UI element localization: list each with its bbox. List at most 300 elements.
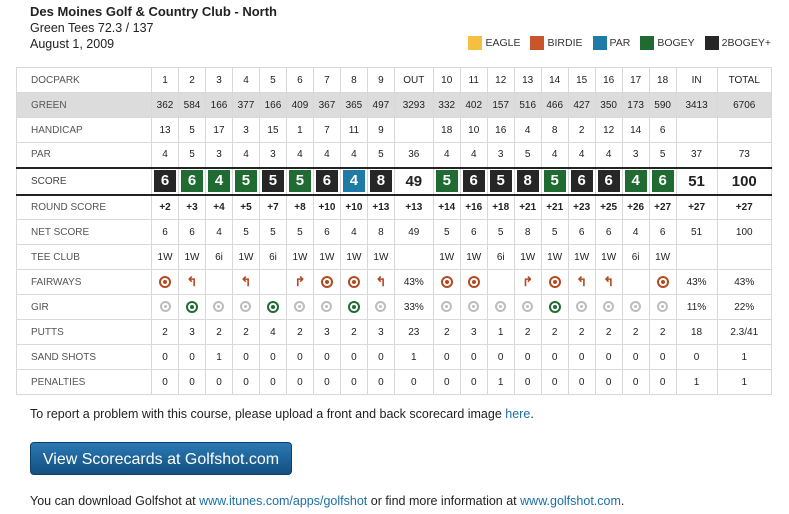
round-cell: +23 bbox=[568, 195, 595, 220]
green-cell: 409 bbox=[286, 93, 313, 118]
report-text: To report a problem with this course, please upload a front and back scorecard image bbox=[30, 407, 502, 421]
round-cell: +25 bbox=[595, 195, 622, 220]
sand-cell: 1 bbox=[717, 345, 771, 370]
gir-cell bbox=[313, 295, 340, 320]
gir-cell bbox=[487, 295, 514, 320]
tee-cell: 1W bbox=[514, 245, 541, 270]
tee-cell: 6i bbox=[206, 245, 233, 270]
hole-header: 8 bbox=[340, 68, 367, 93]
round-cell: +13 bbox=[367, 195, 394, 220]
score-cell bbox=[206, 168, 233, 195]
penalties-cell: 0 bbox=[259, 370, 286, 395]
net-cell: 8 bbox=[514, 220, 541, 245]
net-cell: 5 bbox=[433, 220, 460, 245]
gir-cell bbox=[649, 295, 676, 320]
score-cell: 51 bbox=[676, 168, 717, 195]
hole-score: 5 bbox=[262, 170, 284, 192]
fairway-hit-icon bbox=[321, 276, 333, 288]
sand-cell: 0 bbox=[259, 345, 286, 370]
green-cell: 367 bbox=[313, 93, 340, 118]
penalties-cell: 0 bbox=[622, 370, 649, 395]
gir-cell: 33% bbox=[394, 295, 433, 320]
gir-miss-icon bbox=[294, 301, 305, 312]
gir-miss-icon bbox=[657, 301, 668, 312]
penalties-cell: 1 bbox=[717, 370, 771, 395]
hole-header: 5 bbox=[259, 68, 286, 93]
legend-swatch-eagle bbox=[468, 36, 482, 50]
par-cell: 4 bbox=[340, 143, 367, 168]
hole-header: 15 bbox=[568, 68, 595, 93]
score-cell: 100 bbox=[717, 168, 771, 195]
round-cell: +4 bbox=[206, 195, 233, 220]
fairway-miss-left-icon: ↰ bbox=[603, 274, 615, 289]
gir-cell bbox=[340, 295, 367, 320]
par-label: PAR bbox=[17, 143, 152, 168]
fairways-cell bbox=[433, 270, 460, 295]
hole-score: 5 bbox=[289, 170, 311, 192]
hole-score: 8 bbox=[517, 170, 539, 192]
hole-header: OUT bbox=[394, 68, 433, 93]
gir-miss-icon bbox=[630, 301, 641, 312]
net-cell: 6 bbox=[460, 220, 487, 245]
par-cell: 4 bbox=[313, 143, 340, 168]
legend-swatch-bogey bbox=[640, 36, 654, 50]
putts-cell: 2 bbox=[649, 320, 676, 345]
sand-cell: 0 bbox=[622, 345, 649, 370]
score-cell bbox=[286, 168, 313, 195]
gir-cell bbox=[152, 295, 179, 320]
fairway-miss-left-icon: ↰ bbox=[186, 274, 198, 289]
fairways-cell: 43% bbox=[394, 270, 433, 295]
sand-cell: 0 bbox=[676, 345, 717, 370]
handicap-cell: 9 bbox=[367, 118, 394, 143]
putts-cell: 2 bbox=[152, 320, 179, 345]
legend-label: BIRDIE bbox=[547, 37, 583, 49]
putts-cell: 3 bbox=[367, 320, 394, 345]
green-cell: 3413 bbox=[676, 93, 717, 118]
fairways-cell bbox=[152, 270, 179, 295]
fairway-miss-left-icon: ↰ bbox=[240, 274, 252, 289]
par-cell: 4 bbox=[595, 143, 622, 168]
handicap-cell: 10 bbox=[460, 118, 487, 143]
gir-miss-icon bbox=[321, 301, 332, 312]
handicap-label: HANDICAP bbox=[17, 118, 152, 143]
putts-cell: 18 bbox=[676, 320, 717, 345]
gir-cell bbox=[595, 295, 622, 320]
tee-cell bbox=[676, 245, 717, 270]
handicap-cell bbox=[394, 118, 433, 143]
green-cell: 516 bbox=[514, 93, 541, 118]
fairways-cell bbox=[232, 270, 259, 295]
par-cell: 37 bbox=[676, 143, 717, 168]
gir-cell bbox=[286, 295, 313, 320]
putts-row bbox=[17, 320, 772, 345]
par-cell: 4 bbox=[232, 143, 259, 168]
gir-cell: 11% bbox=[676, 295, 717, 320]
round-cell: +21 bbox=[541, 195, 568, 220]
round-cell: +26 bbox=[622, 195, 649, 220]
gir-cell bbox=[433, 295, 460, 320]
net-cell: 4 bbox=[622, 220, 649, 245]
hole-header: 6 bbox=[286, 68, 313, 93]
green-cell: 590 bbox=[649, 93, 676, 118]
tee-cell: 1W bbox=[286, 245, 313, 270]
holes-header-row bbox=[17, 68, 772, 93]
gir-miss-icon bbox=[375, 301, 386, 312]
legend-swatch-birdie bbox=[530, 36, 544, 50]
round-cell: +27 bbox=[649, 195, 676, 220]
sand-cell: 0 bbox=[232, 345, 259, 370]
hole-score: 4 bbox=[343, 170, 365, 192]
putts-cell: 2 bbox=[595, 320, 622, 345]
hole-score: 5 bbox=[544, 170, 566, 192]
gir-cell bbox=[514, 295, 541, 320]
round-cell: +5 bbox=[232, 195, 259, 220]
fairways-cell: 43% bbox=[717, 270, 771, 295]
par-cell: 3 bbox=[622, 143, 649, 168]
sand-cell: 0 bbox=[286, 345, 313, 370]
handicap-cell: 1 bbox=[286, 118, 313, 143]
penalties-cell: 0 bbox=[514, 370, 541, 395]
legend-label: EAGLE bbox=[485, 37, 521, 49]
net-cell: 5 bbox=[541, 220, 568, 245]
sand-cell: 0 bbox=[514, 345, 541, 370]
hole-header: 12 bbox=[487, 68, 514, 93]
gir-miss-icon bbox=[522, 301, 533, 312]
score-cell bbox=[313, 168, 340, 195]
tee-label: TEE CLUB bbox=[17, 245, 152, 270]
par-cell: 4 bbox=[541, 143, 568, 168]
legend-label: PAR bbox=[609, 37, 631, 49]
fairway-miss-right-icon: ↱ bbox=[522, 274, 534, 289]
hole-header: TOTAL bbox=[717, 68, 771, 93]
gir-miss-icon bbox=[160, 301, 171, 312]
par-cell: 5 bbox=[649, 143, 676, 168]
par-cell: 5 bbox=[367, 143, 394, 168]
net-cell: 4 bbox=[340, 220, 367, 245]
tee-cell bbox=[394, 245, 433, 270]
sand-cell: 0 bbox=[313, 345, 340, 370]
hole-score: 5 bbox=[490, 170, 512, 192]
download-info-text bbox=[30, 494, 624, 508]
net-cell: 4 bbox=[206, 220, 233, 245]
round-cell: +27 bbox=[717, 195, 771, 220]
par-cell: 3 bbox=[206, 143, 233, 168]
penalties-cell: 0 bbox=[206, 370, 233, 395]
penalties-cell: 0 bbox=[595, 370, 622, 395]
report-problem-text bbox=[30, 407, 534, 421]
net-cell: 6 bbox=[313, 220, 340, 245]
handicap-cell: 17 bbox=[206, 118, 233, 143]
net-cell: 5 bbox=[259, 220, 286, 245]
penalties-cell: 0 bbox=[367, 370, 394, 395]
penalties-cell: 0 bbox=[541, 370, 568, 395]
tee-cell: 1W bbox=[367, 245, 394, 270]
fairways-cell bbox=[460, 270, 487, 295]
putts-cell: 2.3/41 bbox=[717, 320, 771, 345]
par-cell: 4 bbox=[433, 143, 460, 168]
putts-cell: 2 bbox=[541, 320, 568, 345]
par-cell: 36 bbox=[394, 143, 433, 168]
tee-cell: 1W bbox=[649, 245, 676, 270]
handicap-cell: 16 bbox=[487, 118, 514, 143]
handicap-cell: 6 bbox=[649, 118, 676, 143]
par-cell: 4 bbox=[286, 143, 313, 168]
sand-cell: 0 bbox=[541, 345, 568, 370]
score-cell bbox=[487, 168, 514, 195]
tee-cell: 1W bbox=[313, 245, 340, 270]
download-text: You can download Golfshot at bbox=[30, 494, 196, 508]
putts-cell: 2 bbox=[622, 320, 649, 345]
fairways-cell bbox=[649, 270, 676, 295]
putts-label: PUTTS bbox=[17, 320, 152, 345]
gir-cell: 22% bbox=[717, 295, 771, 320]
putts-cell: 2 bbox=[514, 320, 541, 345]
putts-cell: 4 bbox=[259, 320, 286, 345]
fairways-cell bbox=[340, 270, 367, 295]
green-cell: 427 bbox=[568, 93, 595, 118]
fairways-label: FAIRWAYS bbox=[17, 270, 152, 295]
handicap-cell: 11 bbox=[340, 118, 367, 143]
round-row bbox=[17, 195, 772, 220]
round-date: August 1, 2009 bbox=[30, 37, 115, 51]
handicap-cell: 14 bbox=[622, 118, 649, 143]
tee-cell: 1W bbox=[179, 245, 206, 270]
handicap-cell: 5 bbox=[179, 118, 206, 143]
fairways-cell bbox=[286, 270, 313, 295]
net-cell: 5 bbox=[232, 220, 259, 245]
hole-header: 7 bbox=[313, 68, 340, 93]
fairways-cell bbox=[595, 270, 622, 295]
net-cell: 5 bbox=[487, 220, 514, 245]
score-cell bbox=[595, 168, 622, 195]
tee-cell: 1W bbox=[568, 245, 595, 270]
gir-row bbox=[17, 295, 772, 320]
handicap-cell: 18 bbox=[433, 118, 460, 143]
fairway-hit-icon bbox=[549, 276, 561, 288]
itunes-link[interactable]: www.itunes.com/apps/golfshot bbox=[199, 494, 368, 508]
gir-cell bbox=[622, 295, 649, 320]
fairways-cell bbox=[622, 270, 649, 295]
score-label: SCORE bbox=[17, 168, 152, 195]
scorecard-header bbox=[30, 4, 277, 51]
net-cell: 51 bbox=[676, 220, 717, 245]
score-cell bbox=[259, 168, 286, 195]
round-cell: +16 bbox=[460, 195, 487, 220]
round-cell: +8 bbox=[286, 195, 313, 220]
sand-cell: 0 bbox=[649, 345, 676, 370]
fairways-cell bbox=[487, 270, 514, 295]
tee-row bbox=[17, 245, 772, 270]
green-cell: 377 bbox=[232, 93, 259, 118]
fairway-miss-right-icon: ↱ bbox=[294, 274, 306, 289]
penalties-cell: 0 bbox=[313, 370, 340, 395]
gir-cell bbox=[259, 295, 286, 320]
hole-header: 14 bbox=[541, 68, 568, 93]
round-cell: +2 bbox=[152, 195, 179, 220]
fairways-cell bbox=[313, 270, 340, 295]
report-here-link[interactable]: here bbox=[505, 407, 531, 421]
view-scorecards-button[interactable]: View Scorecards at Golfshot.com bbox=[30, 442, 292, 475]
gir-cell bbox=[206, 295, 233, 320]
hole-score: 6 bbox=[598, 170, 620, 192]
gir-label: GIR bbox=[17, 295, 152, 320]
green-cell: 6706 bbox=[717, 93, 771, 118]
hole-score: 8 bbox=[370, 170, 392, 192]
tee-cell bbox=[717, 245, 771, 270]
hole-score: 6 bbox=[463, 170, 485, 192]
hole-score: 6 bbox=[652, 170, 674, 192]
round-cell: +3 bbox=[179, 195, 206, 220]
net-cell: 5 bbox=[286, 220, 313, 245]
tee-cell: 1W bbox=[152, 245, 179, 270]
putts-cell: 3 bbox=[313, 320, 340, 345]
fairways-cell bbox=[367, 270, 394, 295]
score-cell bbox=[622, 168, 649, 195]
fairway-hit-icon bbox=[468, 276, 480, 288]
round-cell: +13 bbox=[394, 195, 433, 220]
net-cell: 6 bbox=[179, 220, 206, 245]
green-cell: 173 bbox=[622, 93, 649, 118]
fairways-cell bbox=[514, 270, 541, 295]
par-row bbox=[17, 143, 772, 168]
hole-header: 3 bbox=[206, 68, 233, 93]
green-label: GREEN bbox=[17, 93, 152, 118]
hole-header: 1 bbox=[152, 68, 179, 93]
hole-header: 13 bbox=[514, 68, 541, 93]
handicap-cell: 3 bbox=[232, 118, 259, 143]
gir-miss-icon bbox=[603, 301, 614, 312]
putts-cell: 2 bbox=[568, 320, 595, 345]
green-cell: 332 bbox=[433, 93, 460, 118]
green-cell: 166 bbox=[259, 93, 286, 118]
sand-cell: 1 bbox=[394, 345, 433, 370]
legend-label: 2BOGEY+ bbox=[721, 37, 771, 49]
tee-cell: 6i bbox=[487, 245, 514, 270]
hole-header: 17 bbox=[622, 68, 649, 93]
tee-cell: 1W bbox=[232, 245, 259, 270]
putts-cell: 2 bbox=[340, 320, 367, 345]
gir-cell bbox=[541, 295, 568, 320]
handicap-cell bbox=[676, 118, 717, 143]
green-cell: 466 bbox=[541, 93, 568, 118]
green-row bbox=[17, 93, 772, 118]
round-cell: +21 bbox=[514, 195, 541, 220]
golfshot-link[interactable]: www.golfshot.com bbox=[520, 494, 621, 508]
par-cell: 3 bbox=[487, 143, 514, 168]
score-cell bbox=[568, 168, 595, 195]
gir-hit-icon bbox=[186, 301, 198, 313]
green-cell: 365 bbox=[340, 93, 367, 118]
legend-item-bogey bbox=[640, 36, 694, 50]
legend-swatch-dbogey bbox=[705, 36, 719, 50]
sand-label: SAND SHOTS bbox=[17, 345, 152, 370]
hole-score: 5 bbox=[235, 170, 257, 192]
putts-cell: 2 bbox=[286, 320, 313, 345]
green-cell: 584 bbox=[179, 93, 206, 118]
gir-cell bbox=[232, 295, 259, 320]
hole-header: 18 bbox=[649, 68, 676, 93]
fairway-hit-icon bbox=[348, 276, 360, 288]
net-cell: 100 bbox=[717, 220, 771, 245]
putts-cell: 2 bbox=[433, 320, 460, 345]
hole-header: 11 bbox=[460, 68, 487, 93]
fairway-miss-left-icon: ↰ bbox=[576, 274, 588, 289]
penalties-cell: 1 bbox=[487, 370, 514, 395]
penalties-label: PENALTIES bbox=[17, 370, 152, 395]
par-cell: 73 bbox=[717, 143, 771, 168]
fairway-miss-left-icon: ↰ bbox=[375, 274, 387, 289]
gir-cell bbox=[568, 295, 595, 320]
net-cell: 6 bbox=[595, 220, 622, 245]
tee-cell: 1W bbox=[541, 245, 568, 270]
penalties-cell: 1 bbox=[676, 370, 717, 395]
round-label: ROUND SCORE bbox=[17, 195, 152, 220]
handicap-cell: 4 bbox=[514, 118, 541, 143]
tee-cell: 1W bbox=[433, 245, 460, 270]
hole-header: 10 bbox=[433, 68, 460, 93]
putts-cell: 3 bbox=[460, 320, 487, 345]
fairways-cell bbox=[259, 270, 286, 295]
penalties-row bbox=[17, 370, 772, 395]
putts-cell: 2 bbox=[206, 320, 233, 345]
hole-score: 6 bbox=[571, 170, 593, 192]
gir-hit-icon bbox=[348, 301, 360, 313]
hole-score: 6 bbox=[316, 170, 338, 192]
legend-item-birdie bbox=[530, 36, 582, 50]
penalties-cell: 0 bbox=[433, 370, 460, 395]
sand-cell: 0 bbox=[595, 345, 622, 370]
sand-cell: 0 bbox=[487, 345, 514, 370]
green-cell: 3293 bbox=[394, 93, 433, 118]
sand-cell: 0 bbox=[179, 345, 206, 370]
download-period: . bbox=[620, 494, 625, 508]
legend-item-eagle bbox=[468, 36, 520, 50]
gir-miss-icon bbox=[240, 301, 251, 312]
penalties-cell: 0 bbox=[152, 370, 179, 395]
round-cell: +14 bbox=[433, 195, 460, 220]
sand-cell: 0 bbox=[433, 345, 460, 370]
gir-cell bbox=[460, 295, 487, 320]
sand-cell: 0 bbox=[152, 345, 179, 370]
score-cell bbox=[649, 168, 676, 195]
score-cell bbox=[514, 168, 541, 195]
fairway-hit-icon bbox=[657, 276, 669, 288]
par-cell: 5 bbox=[514, 143, 541, 168]
tee-cell: 6i bbox=[259, 245, 286, 270]
par-cell: 4 bbox=[460, 143, 487, 168]
fairway-hit-icon bbox=[441, 276, 453, 288]
score-cell bbox=[340, 168, 367, 195]
gir-hit-icon bbox=[267, 301, 279, 313]
scorecard-table bbox=[16, 67, 772, 395]
sand-cell: 0 bbox=[460, 345, 487, 370]
handicap-cell: 2 bbox=[568, 118, 595, 143]
tee-cell: 1W bbox=[340, 245, 367, 270]
course-title: Des Moines Golf & Country Club - North bbox=[30, 4, 277, 19]
hole-header: 16 bbox=[595, 68, 622, 93]
handicap-cell: 7 bbox=[313, 118, 340, 143]
green-cell: 402 bbox=[460, 93, 487, 118]
handicap-cell: 15 bbox=[259, 118, 286, 143]
handicap-cell bbox=[717, 118, 771, 143]
gir-miss-icon bbox=[468, 301, 479, 312]
tee-cell: 1W bbox=[460, 245, 487, 270]
putts-cell: 3 bbox=[179, 320, 206, 345]
green-cell: 362 bbox=[152, 93, 179, 118]
player-name: DOCPARK bbox=[17, 68, 152, 93]
net-cell: 8 bbox=[367, 220, 394, 245]
